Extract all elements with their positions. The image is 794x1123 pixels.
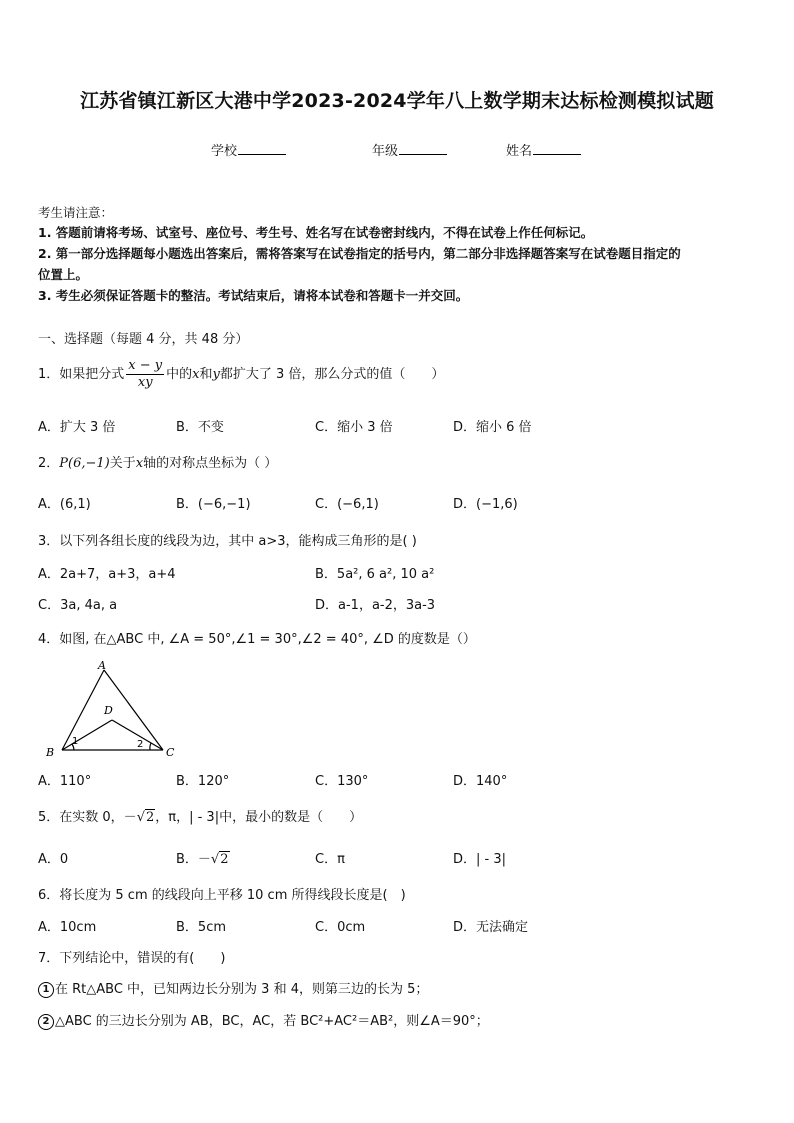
q1-and: 和 — [199, 367, 213, 382]
q7-statement-1-text: 在 Rt△ABC 中，已知两边长分别为 3 和 4，则第三边的长为 5； — [55, 982, 429, 997]
q2-option-b[interactable]: B．(−6,−1) — [176, 497, 251, 512]
q1-fraction — [126, 358, 164, 391]
question-4: 4．如图, 在△ABC 中, ∠A = 50°,∠1 = 30°,∠2 = 40°, ∠D 的度数是（） — [38, 632, 476, 647]
q1-x: x — [192, 367, 200, 382]
notice-item-2-cont: 位置上。 — [38, 267, 89, 282]
name-field — [506, 140, 581, 159]
grade-blank[interactable] — [399, 142, 447, 155]
circled-number-2: 2 — [38, 1014, 54, 1030]
q1-numerator: x − y — [128, 358, 163, 373]
q4-option-c[interactable]: C．130° — [315, 774, 369, 789]
q2-pre: 2． — [38, 456, 60, 471]
circled-number-1: 1 — [38, 982, 54, 998]
q1-option-d[interactable]: D．缩小 6 倍 — [453, 420, 532, 435]
side-ac — [104, 670, 163, 750]
q2-option-a[interactable]: A．(6,1) — [38, 497, 91, 512]
q1-pre: 1．如果把分式 — [38, 367, 125, 382]
q6-option-b[interactable]: B．5cm — [176, 920, 227, 935]
q2-option-c[interactable]: C．(−6,1) — [315, 497, 379, 512]
question-1 — [38, 358, 444, 391]
q5-sqrt: √2 — [136, 810, 155, 825]
q1-denominator: xy — [137, 375, 153, 390]
q2-point: P(6,−1) — [59, 456, 110, 471]
q2-mid: 关于 — [109, 456, 136, 471]
q6-option-d[interactable]: D．无法确定 — [453, 920, 529, 935]
label-d: D — [104, 704, 113, 717]
label-angle-1: 1 — [72, 736, 79, 747]
q5-option-a[interactable]: A．0 — [38, 852, 69, 867]
q5-option-b[interactable] — [176, 848, 230, 867]
notice-item-3: 3. 考生必须保证答题卡的整洁。考试结束后，请将本试卷和答题卡一并交回。 — [38, 288, 469, 303]
grade-label: 年级 — [372, 144, 399, 159]
q4-option-a[interactable]: A．110° — [38, 774, 92, 789]
q3-option-a[interactable]: A．2a+7，a+3，a+4 — [38, 567, 176, 582]
q2-option-d[interactable]: D．(−1,6) — [453, 497, 518, 512]
q5-option-c[interactable]: C．π — [315, 852, 345, 867]
question-5 — [38, 806, 362, 825]
q1-option-a[interactable]: A．扩大 3 倍 — [38, 420, 116, 435]
label-c: C — [166, 746, 175, 759]
school-blank[interactable] — [238, 142, 286, 155]
label-a: A — [98, 660, 106, 672]
grade-field — [372, 140, 447, 159]
q6-option-a[interactable]: A．10cm — [38, 920, 97, 935]
q5-pre: 5．在实数 0，－ — [38, 810, 137, 825]
q5-post: ，π，| - 3|中，最小的数是（ ） — [155, 810, 363, 825]
q3-option-b[interactable]: B．5a², 6 a², 10 a² — [315, 567, 435, 582]
q7-statement-1 — [38, 978, 428, 998]
name-label: 姓名 — [506, 144, 533, 159]
q6-option-c[interactable]: C．0cm — [315, 920, 366, 935]
page-title: 江苏省镇江新区大港中学2023-2024学年八上数学期末达标检测模拟试题 — [80, 90, 714, 112]
question-2 — [38, 452, 277, 471]
label-b: B — [46, 746, 55, 759]
q7-statement-2 — [38, 1010, 489, 1030]
notice-item-2: 2. 第一部分选择题每小题选出答案后，需将答案写在试卷指定的括号内，第二部分非选择题答案写在试卷题目指定的 — [38, 246, 681, 261]
q3-option-d[interactable]: D．a-1，a-2，3a-3 — [315, 598, 436, 613]
q4-option-d[interactable]: D．140° — [453, 774, 508, 789]
q5-option-b-radicand: 2 — [220, 852, 229, 867]
q2-post: 轴的对称点坐标为（ ） — [143, 456, 278, 471]
triangle-figure — [40, 660, 180, 760]
q5-option-b-sqrt: √2 — [210, 852, 229, 867]
question-7: 7．下列结论中，错误的有( ) — [38, 951, 226, 966]
q5-option-d[interactable]: D．| - 3| — [453, 852, 506, 867]
notice-heading: 考生请注意： — [38, 205, 114, 220]
q1-post: 都扩大了 3 倍，那么分式的值（ ） — [219, 367, 445, 382]
notice-item-1: 1. 答题前请将考场、试室号、座位号、考生号、姓名写在试卷密封线内，不得在试卷上作任何标记。 — [38, 225, 594, 240]
q1-mid: 中的 — [166, 367, 193, 382]
q5-radicand: 2 — [145, 810, 155, 825]
school-field — [211, 140, 286, 159]
q5-option-b-label: B．－ — [176, 852, 211, 867]
name-blank[interactable] — [533, 142, 581, 155]
q1-y: y — [212, 367, 220, 382]
q3-option-c[interactable]: C．3a, 4a, a — [38, 598, 118, 613]
q1-option-b[interactable]: B．不变 — [176, 420, 224, 435]
label-angle-2: 2 — [137, 739, 144, 750]
q4-option-b[interactable]: B．120° — [176, 774, 230, 789]
question-3: 3．以下列各组长度的线段为边，其中 a>3，能构成三角形的是( ) — [38, 534, 417, 549]
section-heading: 一、选择题（每题 4 分，共 48 分） — [38, 332, 249, 347]
angle-2-arc — [150, 743, 151, 750]
q7-statement-2-text: △ABC 的三边长分别为 AB，BC，AC，若 BC²+AC²＝AB²，则∠A＝90°； — [55, 1014, 489, 1029]
q1-option-c[interactable]: C．缩小 3 倍 — [315, 420, 393, 435]
school-label: 学校 — [211, 144, 238, 159]
q2-x: x — [135, 456, 144, 471]
question-6: 6．将长度为 5 cm 的线段向上平移 10 cm 所得线段长度是( ) — [38, 888, 406, 903]
